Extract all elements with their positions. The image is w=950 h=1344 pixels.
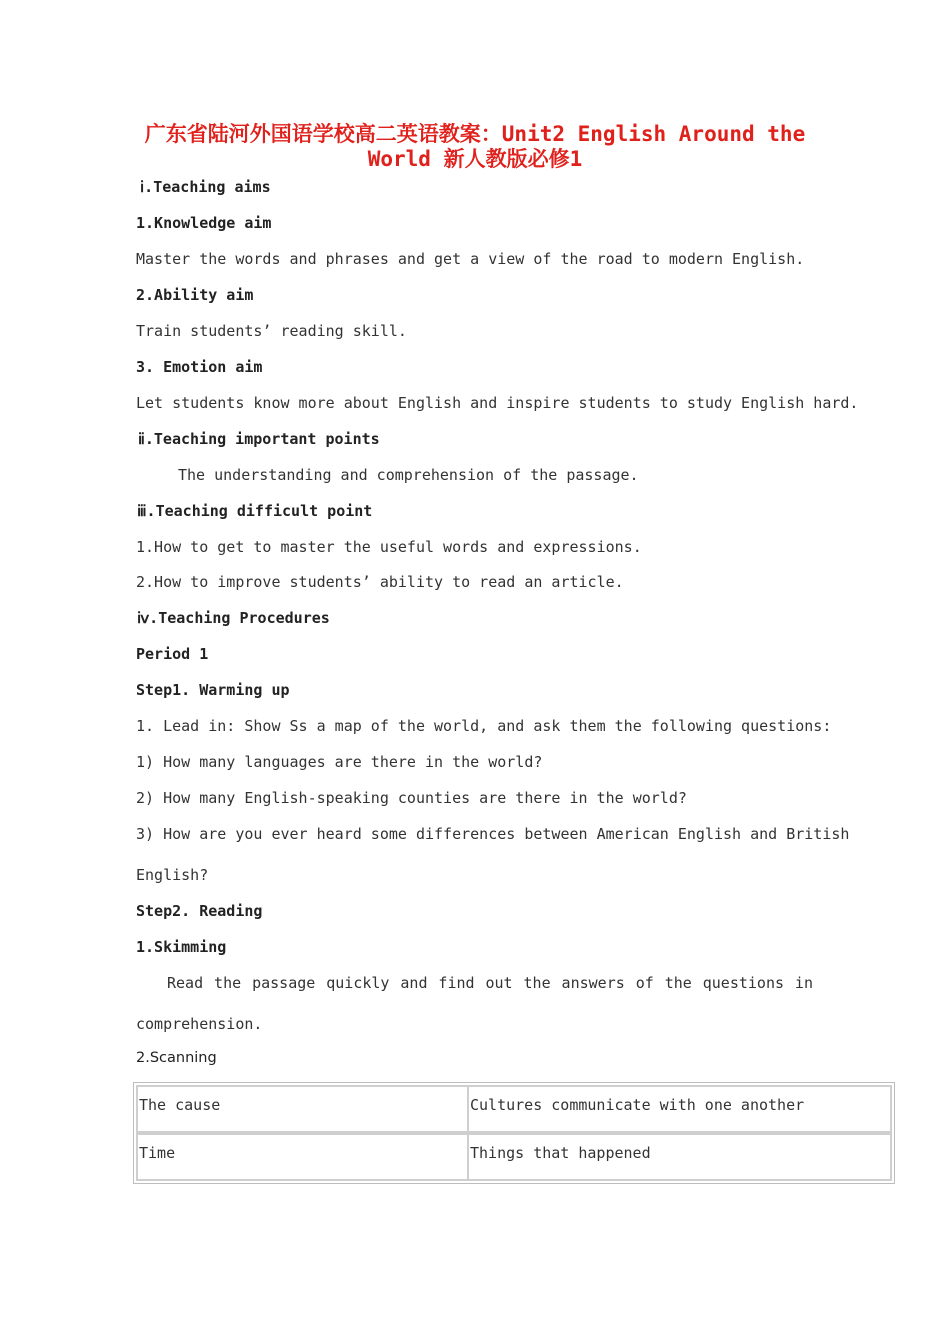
table-cell-cultures: Cultures communicate with one another xyxy=(467,1085,892,1133)
ability-aim-text: Train students’ reading skill. xyxy=(136,322,407,340)
document-title xyxy=(120,122,830,172)
heading-period-1: Period 1 xyxy=(136,645,209,663)
heading-knowledge-aim: 1.Knowledge aim xyxy=(136,214,272,232)
question-3: 3) How are you ever heard some differences between American English and British xyxy=(136,825,850,843)
lead-in-text: 1. Lead in: Show Ss a map of the world, and ask them the following questions: xyxy=(136,717,832,735)
title-line-2: World 新人教版必修1 xyxy=(367,147,583,171)
table-cell-cause: The cause xyxy=(136,1085,469,1133)
skimming-text: Read the passage quickly and find out the answers of the questions in xyxy=(167,974,813,992)
title-line-1: 广东省陆河外国语学校高二英语教案：Unit2 English Around the xyxy=(144,122,806,146)
difficult-point-2: 2.How to improve students’ ability to read an article. xyxy=(136,573,624,591)
scanning-table xyxy=(133,1082,895,1184)
knowledge-aim-text: Master the words and phrases and get a view of the road to modern English. xyxy=(136,250,805,268)
heading-skimming: 1.Skimming xyxy=(136,938,227,956)
table-cell-time: Time xyxy=(136,1133,469,1181)
question-1: 1) How many languages are there in the world? xyxy=(136,753,543,771)
emotion-aim-text: Let students know more about English and inspire students to study English hard. xyxy=(136,394,859,412)
important-points-text: The understanding and comprehension of the passage. xyxy=(178,466,639,484)
difficult-point-1: 1.How to get to master the useful words and expressions. xyxy=(136,538,642,556)
question-2: 2) How many English-speaking counties are there in the world? xyxy=(136,789,687,807)
heading-teaching-aims: ⅰ.Teaching aims xyxy=(140,178,271,196)
question-3-continued: English? xyxy=(136,866,209,884)
heading-ability-aim: 2.Ability aim xyxy=(136,286,254,304)
table-cell-things-happened: Things that happened xyxy=(467,1133,892,1181)
skimming-text-continued: comprehension. xyxy=(136,1015,263,1033)
heading-step2-reading: Step2. Reading xyxy=(136,902,263,920)
heading-teaching-procedures: ⅳ.Teaching Procedures xyxy=(137,609,330,627)
heading-step1-warming-up: Step1. Warming up xyxy=(136,681,290,699)
heading-scanning: 2.Scanning xyxy=(136,1050,217,1066)
heading-emotion-aim: 3. Emotion aim xyxy=(136,358,263,376)
heading-important-points: ⅱ.Teaching important points xyxy=(138,430,380,448)
heading-difficult-point: ⅲ.Teaching difficult point xyxy=(137,502,373,520)
